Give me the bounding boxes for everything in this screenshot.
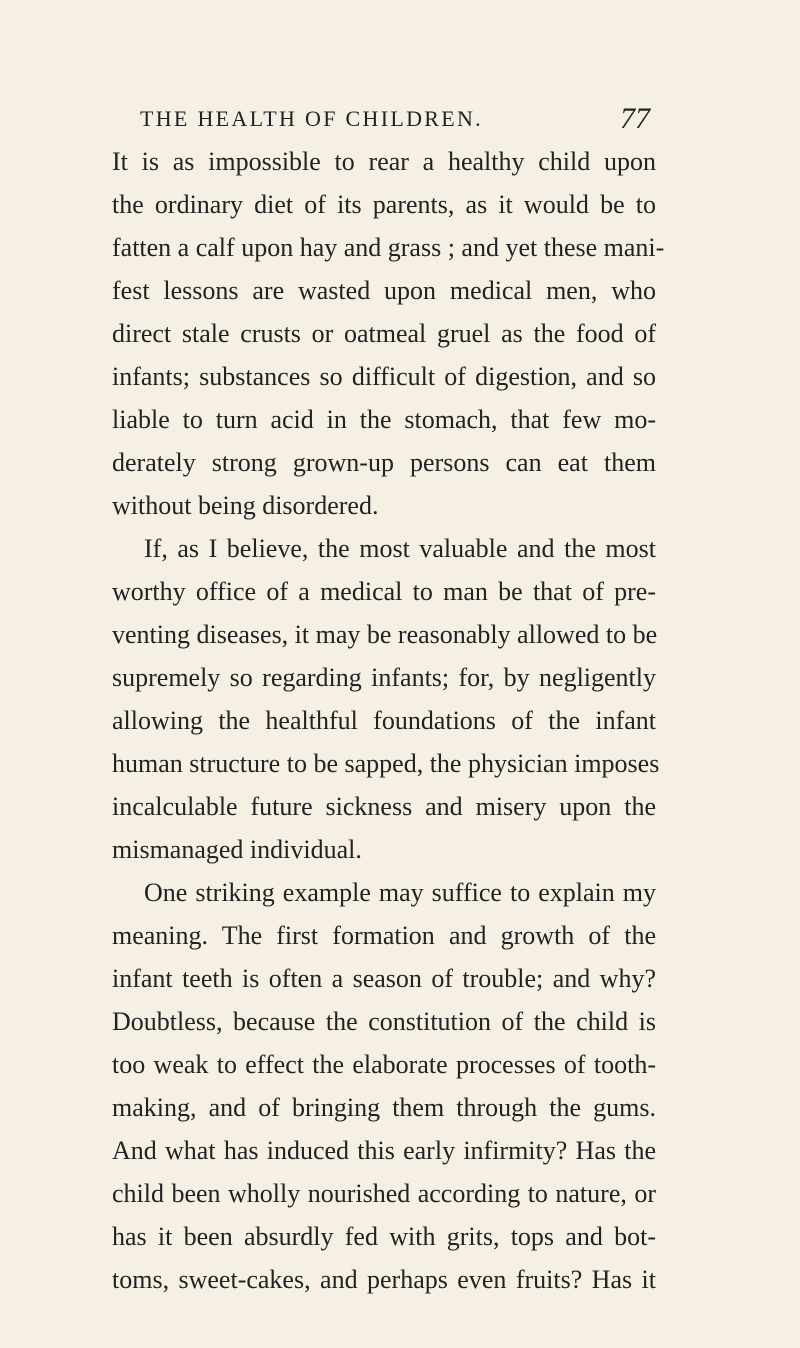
text-line: allowing the healthful foundations of the infant (112, 706, 656, 735)
running-title: THE HEALTH OF CHILDREN. (140, 106, 483, 131)
body-text (112, 140, 665, 1301)
text-line: derately strong grown-up persons can eat them (112, 448, 656, 477)
text-line: mismanaged individual. (112, 835, 362, 864)
text-line: meaning. The first formation and growth of the (112, 921, 656, 950)
running-head (140, 104, 650, 134)
text-line: It is as impossible to rear a healthy child upon (112, 147, 656, 176)
text-line: supremely so regarding infants; for, by negligently (112, 663, 656, 692)
text-line: making, and of bringing them through the gums. (112, 1093, 656, 1122)
text-line: If, as I believe, the most valuable and the most (144, 534, 656, 563)
text-line: direct stale crusts or oatmeal gruel as the food of (112, 319, 656, 348)
text-line: And what has induced this early infirmity? Has the (112, 1136, 656, 1165)
text-line: infant teeth is often a season of trouble; and why? (112, 964, 656, 993)
text-line: too weak to effect the elaborate processes of tooth- (112, 1050, 656, 1079)
text-line: fatten a calf upon hay and grass ; and yet these mani- (112, 233, 665, 262)
text-line: venting diseases, it may be reasonably allowed to be (112, 620, 658, 649)
text-line: infants; substances so difficult of digestion, and so (112, 362, 656, 391)
text-line: fest lessons are wasted upon medical men, who (112, 276, 656, 305)
text-line: child been wholly nourished according to nature, or (112, 1179, 656, 1208)
text-line: One striking example may suffice to explain my (144, 878, 656, 907)
text-line: toms, sweet-cakes, and perhaps even fruits? Has it (112, 1265, 656, 1294)
text-line: worthy office of a medical to man be that of pre- (112, 577, 656, 606)
text-line: without being disordered. (112, 491, 379, 520)
text-line: the ordinary diet of its parents, as it would be to (112, 190, 656, 219)
text-line: Doubtless, because the constitution of the child is (112, 1007, 656, 1036)
page-number: 77 (620, 102, 650, 135)
text-line: incalculable future sickness and misery upon the (112, 792, 656, 821)
text-line: human structure to be sapped, the physician imposes (112, 749, 660, 778)
text-line: has it been absurdly fed with grits, tops and bot- (112, 1222, 656, 1251)
text-line: liable to turn acid in the stomach, that few mo- (112, 405, 656, 434)
